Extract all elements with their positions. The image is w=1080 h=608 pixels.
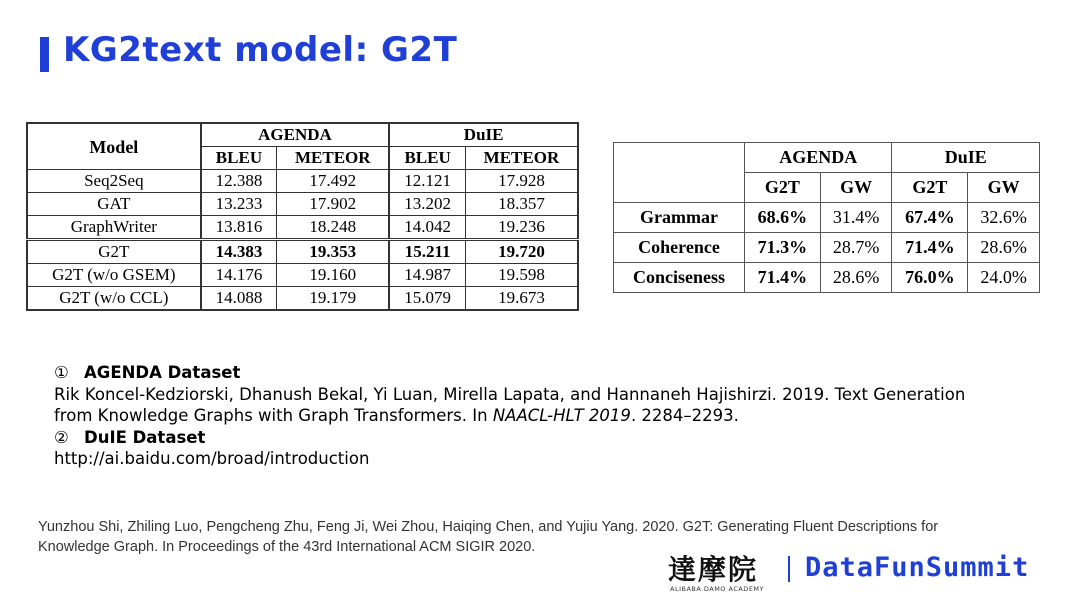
reference-1-line1: Rik Koncel-Kedziorski, Dhanush Bekal, Yi Luan, Mirella Lapata, and Hannaneh Hajishirzi. 2019. Text Generation	[54, 384, 966, 404]
table-row	[27, 193, 578, 216]
header-duie: DuIE	[892, 143, 1040, 173]
cell: 68.6%	[745, 203, 821, 233]
cell: 18.357	[465, 193, 578, 216]
header-agenda: AGENDA	[201, 123, 390, 147]
bleu-meteor-table	[26, 122, 579, 311]
cell: 28.6%	[968, 233, 1040, 263]
reference-1-pages: . 2284–2293.	[630, 406, 739, 425]
cell: 13.233	[201, 193, 277, 216]
cell: 17.492	[277, 170, 390, 193]
cell: 71.4%	[745, 263, 821, 293]
reference-2-heading	[54, 427, 1034, 449]
row-label: Coherence	[614, 233, 745, 263]
cell: 19.179	[277, 287, 390, 311]
citation-line1: Yunzhou Shi, Zhiling Luo, Pengcheng Zhu, Feng Ji, Wei Zhou, Haiqing Chen, and Yujiu Yang. 2020. G2T: Generating Fluent Descriptions for	[38, 519, 939, 535]
circled-number: ①	[54, 363, 69, 382]
references	[54, 362, 1034, 470]
cell: 13.202	[389, 193, 465, 216]
cell: 76.0%	[892, 263, 968, 293]
model-name: Seq2Seq	[27, 170, 201, 193]
cell: 19.236	[465, 216, 578, 240]
cell: 67.4%	[892, 203, 968, 233]
reference-1-heading	[54, 362, 1034, 384]
col-header: GW	[820, 173, 892, 203]
cell: 19.353	[277, 240, 390, 264]
reference-1-text: from Knowledge Graphs with Graph Transformers. In	[54, 406, 493, 425]
cell: 12.388	[201, 170, 277, 193]
page-title: KG2text model: G2T	[63, 30, 458, 70]
header-agenda: AGENDA	[745, 143, 892, 173]
damo-logo-subtitle: ALIBABA DAMO ACADEMY	[670, 585, 764, 593]
cell: 32.6%	[968, 203, 1040, 233]
circled-number: ②	[54, 427, 69, 447]
cell: 14.088	[201, 287, 277, 311]
table-row	[614, 263, 1040, 293]
table-row	[27, 264, 578, 287]
reference-1-title: AGENDA Dataset	[84, 363, 241, 382]
cell: 14.176	[201, 264, 277, 287]
cell: 24.0%	[968, 263, 1040, 293]
reference-2-title: DuIE Dataset	[84, 427, 206, 447]
cell: 14.987	[389, 264, 465, 287]
cell: 17.928	[465, 170, 578, 193]
model-name: GraphWriter	[27, 216, 201, 240]
empty-corner	[614, 143, 745, 203]
metric-header: METEOR	[277, 147, 390, 170]
metric-header: METEOR	[465, 147, 578, 170]
metric-header: BLEU	[201, 147, 277, 170]
col-header: GW	[968, 173, 1040, 203]
reference-1-line2	[54, 405, 1034, 427]
table-row	[27, 287, 578, 311]
header-model: Model	[27, 123, 201, 170]
cell: 15.079	[389, 287, 465, 311]
table-row	[27, 170, 578, 193]
model-name: G2T (w/o GSEM)	[27, 264, 201, 287]
cell: 12.121	[389, 170, 465, 193]
cell: 19.160	[277, 264, 390, 287]
table-row	[27, 240, 578, 264]
cell: 17.902	[277, 193, 390, 216]
row-label: Grammar	[614, 203, 745, 233]
reference-2-url[interactable]: http://ai.baidu.com/broad/introduction	[54, 449, 370, 468]
cell: 18.248	[277, 216, 390, 240]
title-accent-bar	[40, 37, 49, 72]
datafunsummit-logo: DataFunSummit	[805, 552, 1030, 583]
cell: 28.7%	[820, 233, 892, 263]
col-header: G2T	[745, 173, 821, 203]
model-name: G2T	[27, 240, 201, 264]
cell: 71.4%	[892, 233, 968, 263]
row-label: Conciseness	[614, 263, 745, 293]
cell: 71.3%	[745, 233, 821, 263]
cell: 28.6%	[820, 263, 892, 293]
cell: 13.816	[201, 216, 277, 240]
model-name: GAT	[27, 193, 201, 216]
metric-header: BLEU	[389, 147, 465, 170]
cell: 14.042	[389, 216, 465, 240]
damo-logo: 達摩院	[668, 553, 759, 586]
header-duie: DuIE	[389, 123, 578, 147]
cell: 31.4%	[820, 203, 892, 233]
model-name: G2T (w/o CCL)	[27, 287, 201, 311]
col-header: G2T	[892, 173, 968, 203]
cell: 19.598	[465, 264, 578, 287]
cell: 14.383	[201, 240, 277, 264]
cell: 19.720	[465, 240, 578, 264]
table-row	[27, 216, 578, 240]
paper-citation	[38, 517, 1038, 557]
table-row	[614, 203, 1040, 233]
cell: 19.673	[465, 287, 578, 311]
human-eval-table	[613, 142, 1040, 293]
logo-divider	[788, 556, 790, 582]
cell: 15.211	[389, 240, 465, 264]
table-row	[614, 233, 1040, 263]
citation-line2: Knowledge Graph. In Proceedings of the 43rd International ACM SIGIR 2020.	[38, 539, 536, 555]
reference-1-venue: NAACL-HLT 2019	[492, 406, 631, 425]
